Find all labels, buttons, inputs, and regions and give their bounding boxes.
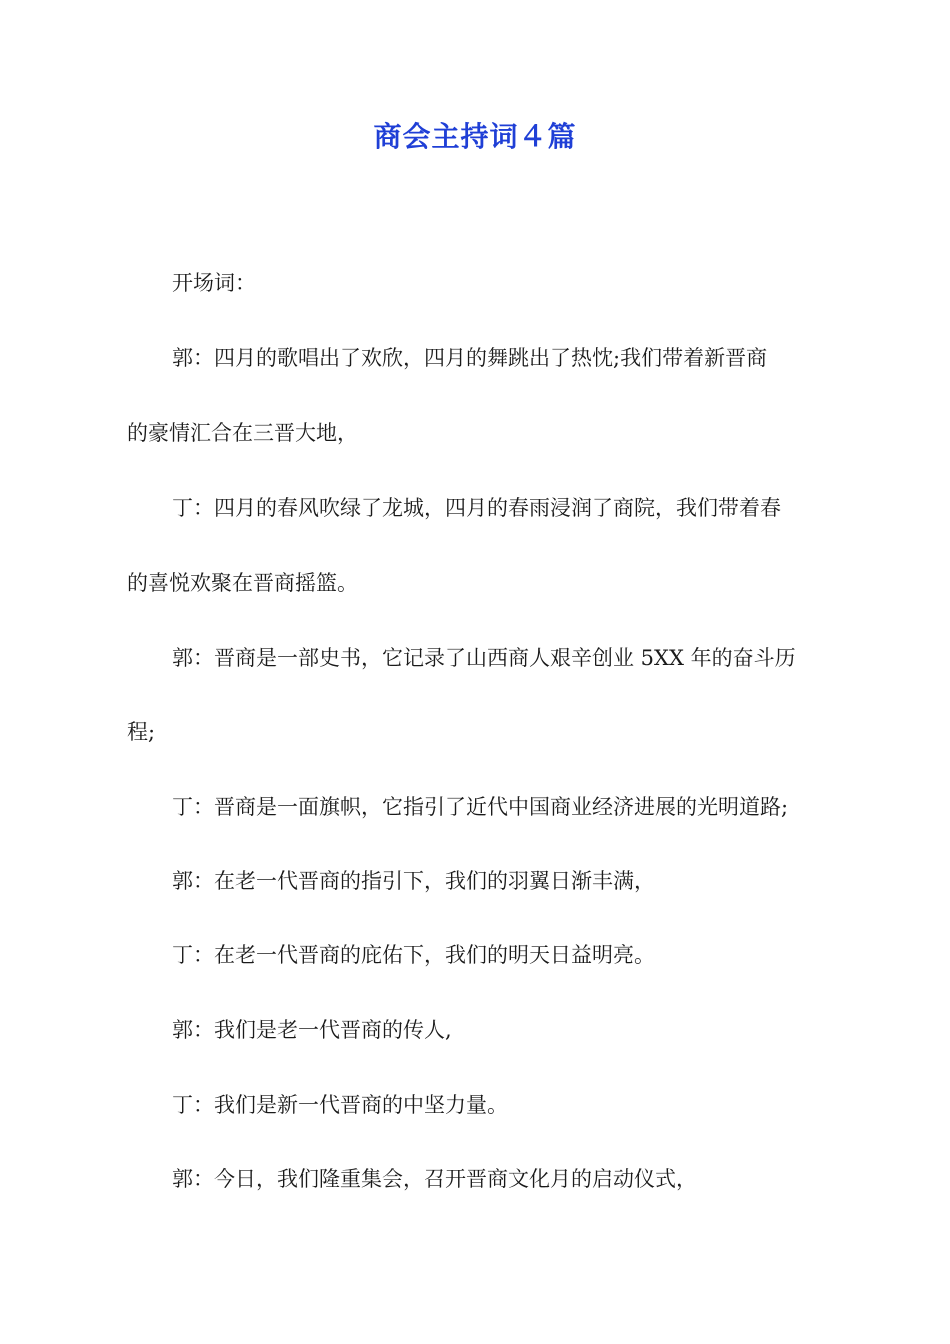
paragraph-line: 丁：晋商是一面旗帜，它指引了近代中国商业经济进展的光明道路; [172, 795, 789, 819]
paragraph-line: 开场词： [172, 271, 256, 295]
paragraph-line: 的豪情汇合在三晋大地， [127, 421, 358, 445]
paragraph-line: 丁：四月的春风吹绿了龙城，四月的春雨浸润了商院，我们带着春 [172, 496, 781, 520]
paragraph-line: 的喜悦欢聚在晋商摇篮。 [127, 571, 358, 595]
paragraph-line: 郭：晋商是一部史书，它记录了山西商人艰辛创业 5XX 年的奋斗历 [172, 646, 796, 670]
paragraph-line: 丁：我们是新一代晋商的中坚力量。 [172, 1093, 508, 1117]
paragraph-line: 郭：今日，我们隆重集会，召开晋商文化月的启动仪式， [172, 1167, 697, 1191]
paragraph-line: 郭：我们是老一代晋商的传人, [172, 1018, 452, 1042]
paragraph-line: 郭：四月的歌唱出了欢欣，四月的舞跳出了热忱;我们带着新晋商 [172, 346, 768, 370]
document-title: 商会主持词４篇 [373, 120, 577, 153]
paragraph-line: 丁：在老一代晋商的庇佑下，我们的明天日益明亮。 [172, 943, 655, 967]
paragraph-line: 程; [127, 720, 156, 744]
paragraph-line: 郭：在老一代晋商的指引下，我们的羽翼日渐丰满， [172, 869, 655, 893]
